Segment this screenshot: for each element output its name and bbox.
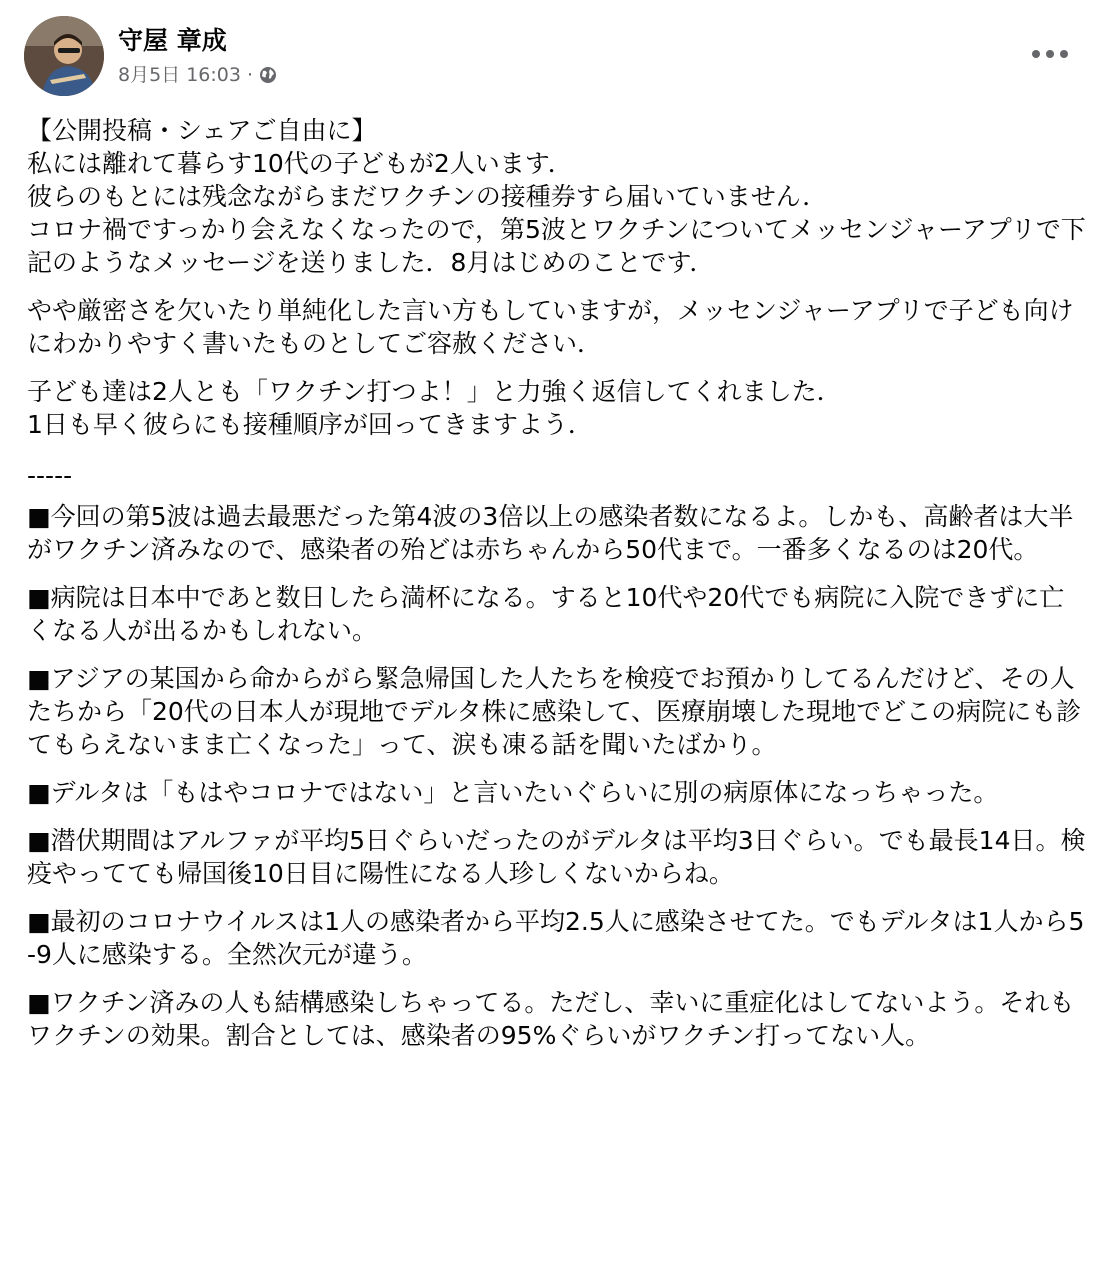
post-subline xyxy=(118,63,277,87)
post-timestamp[interactable]: 8月5日 16:03 xyxy=(118,64,241,86)
bullet-paragraph: ■デルタは「もはやコロナではない」と言いたいぐらいに別の病原体になっちゃった。 xyxy=(27,778,999,807)
intro-line: 【公開投稿・シェアご自由に】 xyxy=(27,116,377,145)
globe-icon[interactable] xyxy=(259,66,277,84)
bullet-paragraph: ■ワクチン済みの人も結構感染しちゃってる。ただし、幸いに重症化はしてないよう。それもワクチンの効果。割合としては、感染者の95%ぐらいがワクチン打ってない人。 xyxy=(27,988,1075,1050)
intro-line: 私には離れて暮らす10代の子どもが2人います． xyxy=(27,149,573,178)
more-dot xyxy=(1046,50,1054,58)
intro-line: コロナ禍ですっかり会えなくなったので，第5波とワクチンについてメッセンジャーアプリで下記のようなメッセージを送りました．8月はじめのことです． xyxy=(27,215,1086,277)
disclaimer-paragraph: やや厳密さを欠いたり単純化した言い方もしていますが，メッセンジャーアプリで子ども向けにわかりやすく書いたものとしてご容赦ください． xyxy=(27,296,1074,358)
reply-line: 1日も早く彼らにも接種順序が回ってきますよう． xyxy=(27,410,593,439)
bullet-paragraph: ■アジアの某国から命からがら緊急帰国した人たちを検疫でお預かりしてるんだけど、その人たちから「20代の日本人が現地でデルタ株に感染して、医療崩壊した現地でどこの病院にも診てもらえないまま亡くなった」って、涙も凍る話を聞いたばかり。 xyxy=(27,664,1082,759)
reply-line: 子ども達は2人とも「ワクチン打つよ！」と力強く返信してくれました． xyxy=(27,377,842,406)
post-header xyxy=(24,16,277,96)
author-name[interactable]: 守屋 章成 xyxy=(118,26,227,55)
separator-dot: · xyxy=(246,64,254,86)
more-options-icon[interactable] xyxy=(1022,34,1078,74)
post-body xyxy=(27,114,1087,1067)
intro-paragraph xyxy=(27,114,1087,279)
bullet-paragraph: ■病院は日本中であと数日したら満杯になる。すると10代や20代でも病院に入院できずに亡くなる人が出るかもしれない。 xyxy=(27,583,1065,645)
reply-paragraph xyxy=(27,375,1087,441)
bullet-paragraph: ■今回の第5波は過去最悪だった第4波の3倍以上の感染者数になるよ。しかも、高齢者は大半がワクチン済みなので、感染者の殆どは赤ちゃんから50代まで。一番多くなるのは20代。 xyxy=(27,502,1074,564)
post-meta xyxy=(118,25,277,87)
bullet-paragraph: ■潜伏期間はアルファが平均5日ぐらいだったのがデルタは平均3日ぐらい。でも最長14日。検疫やってても帰国後10日目に陽性になる人珍しくないからね。 xyxy=(27,826,1086,888)
author-avatar[interactable] xyxy=(24,16,104,96)
bullet-paragraph: ■最初のコロナウイルスは1人の感染者から平均2.5人に感染させてた。でもデルタは1人から5-9人に感染する。全然次元が違う。 xyxy=(27,907,1085,969)
intro-line: 彼らのもとには残念ながらまだワクチンの接種券すら届いていません． xyxy=(27,182,828,211)
more-dot xyxy=(1032,50,1040,58)
more-dot xyxy=(1060,50,1068,58)
avatar-photo-icon xyxy=(24,16,104,96)
text-separator: ----- xyxy=(27,461,73,490)
